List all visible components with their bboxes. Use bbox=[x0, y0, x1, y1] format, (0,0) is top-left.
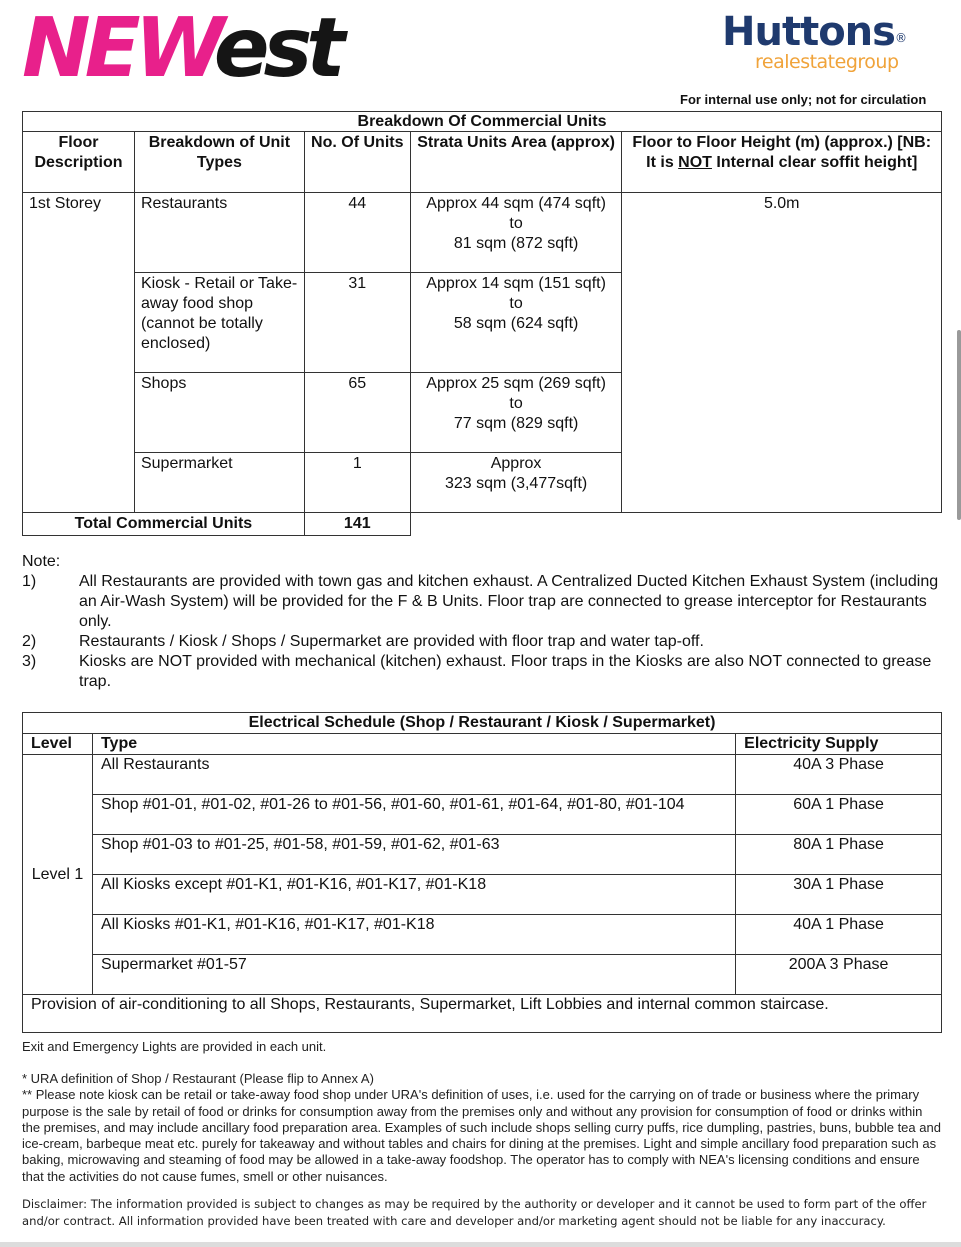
total-value-cell: 141 bbox=[304, 513, 410, 536]
note-number: 1) bbox=[22, 573, 37, 590]
area-line: to bbox=[509, 215, 523, 232]
floor-height-header-b: Internal clear soffit height] bbox=[711, 154, 918, 171]
col-floor-description: Floor Description bbox=[23, 132, 135, 193]
huttons-logo-title: Huttons bbox=[722, 9, 895, 55]
col-floor-height bbox=[622, 132, 942, 193]
unit-type-cell: Supermarket bbox=[134, 453, 304, 513]
area-line: Approx 44 sqm (474 sqft) bbox=[426, 195, 606, 212]
col-electricity-supply: Electricity Supply bbox=[736, 734, 942, 755]
empty-cell bbox=[410, 513, 941, 536]
type-cell: All Kiosks except #01-K1, #01-K16, #01-K17, #01-K18 bbox=[92, 875, 735, 915]
floor-description-cell: 1st Storey bbox=[23, 193, 135, 513]
notes-heading: Note: bbox=[22, 553, 61, 570]
floor-height-header-a: Floor to Floor Height (m) (approx.) [NB: It is bbox=[632, 134, 932, 171]
area-cell bbox=[410, 273, 622, 373]
supply-cell: 40A 3 Phase bbox=[736, 755, 942, 795]
floor-height-header-not: NOT bbox=[678, 154, 712, 171]
electrical-table-title: Electrical Schedule (Shop / Restaurant / Kiosk / Supermarket) bbox=[23, 713, 942, 734]
notes-section bbox=[22, 552, 942, 692]
type-cell: All Kiosks #01-K1, #01-K16, #01-K17, #01-K18 bbox=[92, 915, 735, 955]
units-cell: 65 bbox=[304, 373, 410, 453]
aircon-note-cell: Provision of air-conditioning to all Shops, Restaurants, Supermarket, Lift Lobbies and internal common staircase. bbox=[23, 995, 942, 1033]
type-cell: Shop #01-03 to #01-25, #01-58, #01-59, #01-62, #01-63 bbox=[92, 835, 735, 875]
note-item bbox=[22, 632, 942, 652]
note-text: Kiosks are NOT provided with mechanical (kitchen) exhaust. Floor traps in the Kiosks are also NOT connected to grease trap. bbox=[79, 653, 932, 690]
unit-type-cell: Shops bbox=[134, 373, 304, 453]
area-line: to bbox=[509, 295, 523, 312]
huttons-logo-subtitle: realestategroup bbox=[755, 51, 899, 73]
area-line: 323 sqm (3,477sqft) bbox=[444, 475, 588, 492]
unit-type-cell: Restaurants bbox=[134, 193, 304, 273]
bottom-divider bbox=[0, 1242, 961, 1247]
logo-new-part: NEW bbox=[22, 1, 214, 96]
col-strata-area: Strata Units Area (approx) bbox=[410, 132, 622, 193]
area-line: 77 sqm (829 sqft) bbox=[453, 415, 579, 432]
supply-cell: 80A 1 Phase bbox=[736, 835, 942, 875]
total-label-cell: Total Commercial Units bbox=[23, 513, 305, 536]
scrollbar[interactable] bbox=[957, 330, 961, 520]
area-cell bbox=[410, 193, 622, 273]
logo-est-part: est bbox=[213, 1, 340, 96]
area-cell bbox=[410, 453, 622, 513]
exit-lights-note: Exit and Emergency Lights are provided in each unit. bbox=[22, 1039, 327, 1054]
col-level: Level bbox=[23, 734, 93, 755]
note-item bbox=[22, 572, 942, 632]
floor-height-cell: 5.0m bbox=[622, 193, 942, 513]
supply-cell: 60A 1 Phase bbox=[736, 795, 942, 835]
note-number: 2) bbox=[22, 633, 37, 650]
commercial-units-table bbox=[22, 111, 942, 536]
area-line: Approx 25 sqm (269 sqft) bbox=[426, 375, 606, 392]
disclaimer: Disclaimer: The information provided is subject to changes as may be required by the authority or developer and it cannot be used to form part of the offer and/or contract. All information provided have been treated with care and developer and/or marketing agent should not be liable for any inaccuracy. bbox=[22, 1197, 927, 1228]
note-item bbox=[22, 652, 942, 692]
unit-type-cell: Kiosk - Retail or Take-away food shop (cannot be totally enclosed) bbox=[134, 273, 304, 373]
supply-cell: 200A 3 Phase bbox=[736, 955, 942, 995]
area-line: 81 sqm (872 sqft) bbox=[453, 235, 579, 252]
internal-use-note: For internal use only; not for circulation bbox=[680, 92, 927, 107]
type-cell: Shop #01-01, #01-02, #01-26 to #01-56, #01-60, #01-61, #01-64, #01-80, #01-104 bbox=[92, 795, 735, 835]
supply-cell: 40A 1 Phase bbox=[736, 915, 942, 955]
col-unit-types: Breakdown of Unit Types bbox=[134, 132, 304, 193]
kiosk-footnote: ** Please note kiosk can be retail or take-away food shop under URA's definition of uses, i.e. used for the carrying on of trade or business where the primary purpose is the sale by retail of food or drinks for consumption away from the premises only and without any provision for consumption of food or drinks within the premises, and may include ancillary food preparation area. Examples of such include shops selling curry puffs, rice dumpling, pastries, buns, bubble tea and ice-cream, barbeque meat etc. purely for takeaway and without tables and chairs for dining at the premises. Light and simple ancillary food preparation such as baking, microwaving and steaming of food may be allowed in a take-away foodshop. The operator has to comply with NEA's licensing conditions and ensure that the activities do not cause fumes, smell or other nuisances. bbox=[22, 1087, 941, 1184]
area-line: Approx 14 sqm (151 sqft) bbox=[426, 275, 606, 292]
level-cell: Level 1 bbox=[23, 755, 93, 995]
electrical-schedule-table bbox=[22, 712, 942, 1033]
note-number: 3) bbox=[22, 653, 37, 670]
supply-cell: 30A 1 Phase bbox=[736, 875, 942, 915]
col-type: Type bbox=[92, 734, 735, 755]
type-cell: Supermarket #01-57 bbox=[92, 955, 735, 995]
area-line: to bbox=[509, 395, 523, 412]
units-cell: 44 bbox=[304, 193, 410, 273]
area-cell bbox=[410, 373, 622, 453]
footnotes bbox=[22, 1071, 944, 1185]
area-line: Approx bbox=[490, 455, 542, 472]
units-cell: 1 bbox=[304, 453, 410, 513]
newest-logo bbox=[22, 1, 340, 96]
type-cell: All Restaurants bbox=[92, 755, 735, 795]
area-line: 58 sqm (624 sqft) bbox=[453, 315, 579, 332]
units-cell: 31 bbox=[304, 273, 410, 373]
note-text: Restaurants / Kiosk / Shops / Supermarket are provided with floor trap and water tap-off. bbox=[79, 633, 704, 650]
ura-footnote: * URA definition of Shop / Restaurant (Please flip to Annex A) bbox=[22, 1071, 374, 1086]
commercial-table-title: Breakdown Of Commercial Units bbox=[23, 112, 942, 132]
huttons-logo bbox=[722, 8, 906, 56]
registered-mark: ® bbox=[894, 31, 906, 45]
col-no-of-units: No. Of Units bbox=[304, 132, 410, 193]
note-text: All Restaurants are provided with town gas and kitchen exhaust. A Centralized Ducted Kitchen Exhaust System (including an Air-Wash System) will be provided for the F & B Units. Floor trap are connected to grease interceptor for Restaurants only. bbox=[79, 573, 939, 630]
